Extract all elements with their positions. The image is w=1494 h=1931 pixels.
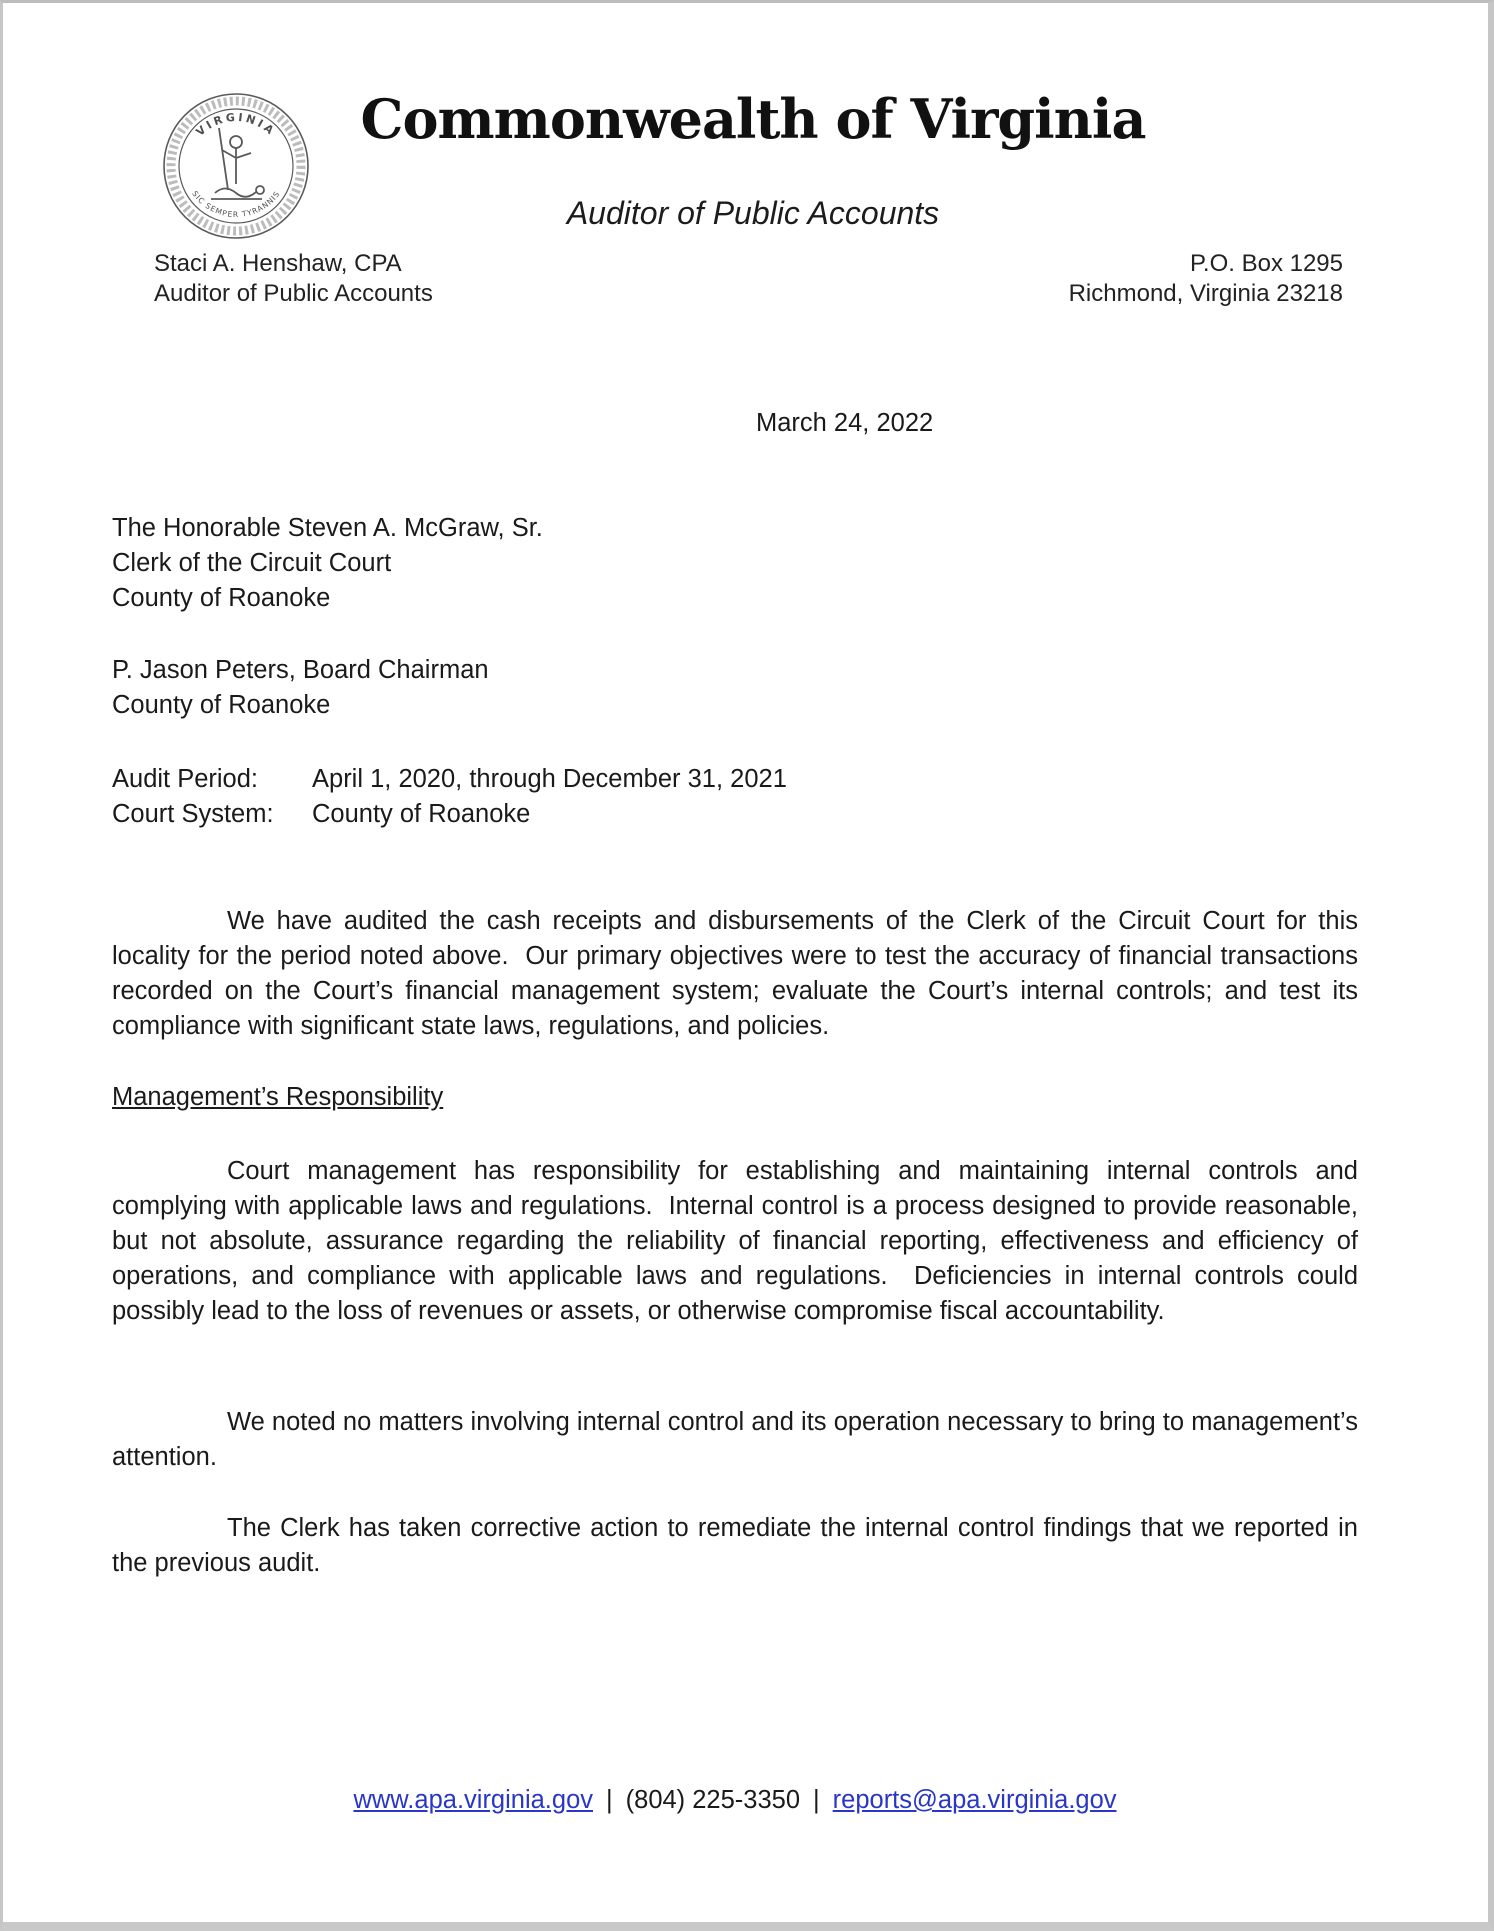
footer-separator: | [606, 1786, 613, 1814]
seal-motto-text: SIC SEMPER TYRANNIS [190, 189, 282, 220]
po-box-line: P.O. Box 1295 [1190, 250, 1343, 277]
paragraph-audit-scope: We have audited the cash receipts and disbursements of the Clerk of the Circuit Court for this locality for the period noted above. Our primary objectives were to test the accuracy of financial transactions recorded on the Court’s financial management system; evaluate the Court’s internal controls; and test its compliance with significant state laws, regulations, and policies. [112, 907, 1358, 1040]
phone-number: (804) 225-3350 [625, 1786, 801, 1814]
audit-info-block [112, 762, 1358, 832]
organization-subtitle: Auditor of Public Accounts [566, 195, 940, 231]
court-system-value: County of Roanoke [312, 800, 531, 828]
recipient-locality: County of Roanoke [112, 691, 331, 719]
auditor-contact-block [154, 249, 433, 309]
recipient-name: P. Jason Peters, Board Chairman [112, 656, 489, 684]
city-state-zip-line: Richmond, Virginia 23218 [1068, 280, 1343, 307]
virginia-state-seal-icon [161, 91, 311, 241]
section-heading-managements-responsibility: Management’s Responsibility [112, 1083, 444, 1111]
paragraph-management-responsibility: Court management has responsibility for establishing and maintaining internal controls and complying with applicable laws and regulations. Internal control is a process designed to provide reasonable, but not absolute, assurance regarding the reliability of financial reporting, effectiveness and efficiency of operations, and compliance with applicable laws and regulations. Deficiencies in internal controls could possibly lead to the loss of revenues or assets, or otherwise compromise fiscal accountability. [112, 1157, 1358, 1325]
auditor-title: Auditor of Public Accounts [154, 280, 433, 307]
seal-virtus-figure [211, 128, 264, 199]
audit-period-row [112, 762, 1358, 797]
recipient-block-chairman [112, 653, 1358, 723]
svg-text:VIRGINIA [194, 111, 279, 139]
email-link[interactable]: reports@apa.virginia.gov [832, 1786, 1117, 1814]
recipient-title: Clerk of the Circuit Court [112, 549, 392, 577]
court-system-row [112, 797, 1358, 832]
office-address-block [1069, 249, 1343, 309]
letter-date: March 24, 2022 [756, 409, 934, 437]
recipient-locality: County of Roanoke [112, 584, 331, 612]
letter-footer [112, 1783, 1358, 1818]
recipient-name: The Honorable Steven A. McGraw, Sr. [112, 514, 543, 542]
paragraph-corrective-action: The Clerk has taken corrective action to remediate the internal control findings that we reported in the previous audit. [112, 1514, 1358, 1577]
audit-period-value: April 1, 2020, through December 31, 2021 [312, 765, 787, 793]
audit-period-label: Audit Period: [112, 765, 259, 793]
website-link[interactable]: www.apa.virginia.gov [353, 1786, 594, 1814]
paragraph-no-matters-noted: We noted no matters involving internal control and its operation necessary to bring to management’s attention. [112, 1408, 1358, 1471]
auditor-name: Staci A. Henshaw, CPA [154, 250, 402, 277]
seal-top-text: VIRGINIA [193, 110, 279, 139]
footer-separator: | [813, 1786, 820, 1814]
organization-title: Commonwealth of Virginia [360, 87, 1146, 151]
recipient-block-clerk [112, 511, 1358, 616]
court-system-label: Court System: [112, 800, 274, 828]
